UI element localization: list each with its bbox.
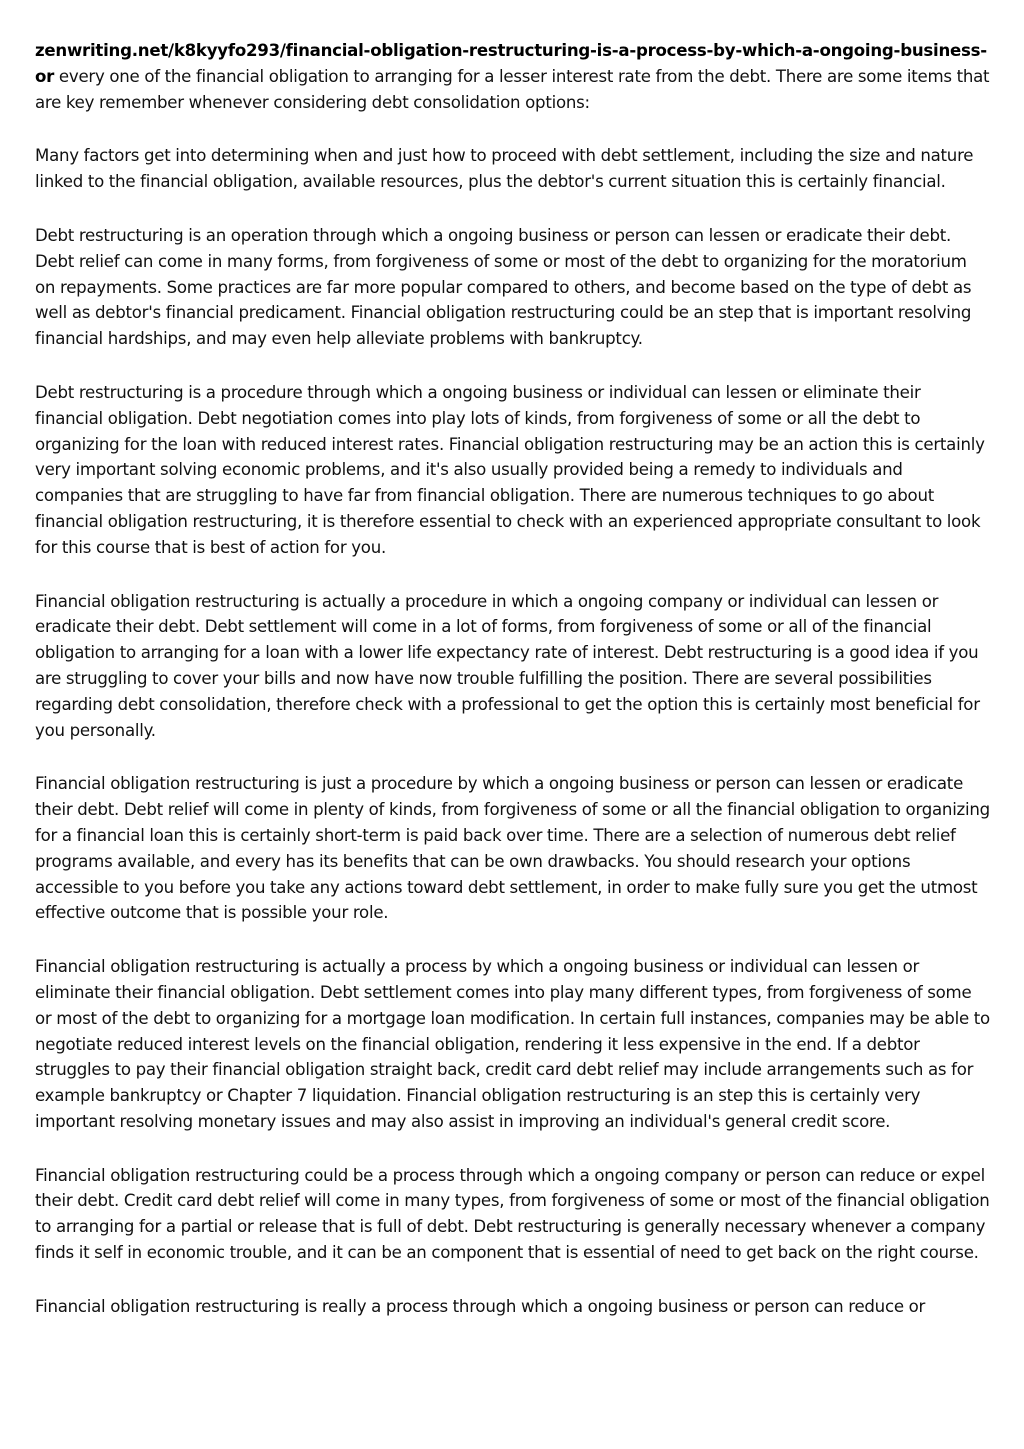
intro-paragraph	[35, 38, 991, 115]
body-paragraph: Many factors get into determining when and just how to proceed with debt settlement, including the size and nature linked to the financial obligation, available resources, plus the debtor's current situation this is certainly financial.	[35, 146, 974, 192]
body-paragraph: Financial obligation restructuring could be a process through which a ongoing company or person can reduce or expel their debt. Credit card debt relief will come in many types, from forgiveness of some or most of the financial obligation to arranging for a partial or release that is full of debt. Debt restructuring is generally necessary whenever a company finds it self in economic trouble, and it can be an component that is essential of need to get back on the right course.	[35, 1165, 990, 1263]
body-paragraph: Financial obligation restructuring is actually a process by which a ongoing business or individual can lessen or eliminate their financial obligation. Debt settlement comes into play many different types, from forgiveness of some or most of the debt to organizing for a mortgage loan modification. In certain full instances, companies may be able to negotiate reduced interest levels on the financial obligation, rendering it less expensive in the end. If a debtor struggles to pay their financial obligation straight back, credit card debt relief may include arrangements such as for example bankruptcy or Chapter 7 liquidation. Financial obligation restructuring is an step this is certainly very important resolving monetary issues and may also assist in improving an individual's general credit score.	[35, 957, 990, 1131]
body-paragraph: Financial obligation restructuring is really a process through which a ongoing business or person can reduce or	[35, 1296, 926, 1316]
body-paragraph: Debt restructuring is a procedure through which a ongoing business or individual can lessen or eliminate their financial obligation. Debt negotiation comes into play lots of kinds, from forgiveness of some or all the debt to organizing for the loan with reduced interest rates. Financial obligation restructuring may be an action this is certainly very important solving economic problems, and it's also usually provided being a remedy to individuals and companies that are struggling to have far from financial obligation. There are numerous techniques to go about financial obligation restructuring, it is therefore essential to check with an experienced appropriate consultant to look for this course that is best of action for you.	[35, 382, 985, 557]
body-paragraph: Debt restructuring is an operation through which a ongoing business or person can lessen or eradicate their debt. Debt relief can come in many forms, from forgiveness of some or most of the debt to organizing for the moratorium on repayments. Some practices are far more popular compared to others, and become based on the type of debt as well as debtor's financial predicament. Financial obligation restructuring could be an step that is important resolving financial hardships, and may even help alleviate problems with bankruptcy.	[35, 225, 972, 349]
document-page	[35, 38, 991, 1348]
intro-text: every one of the financial obligation to arranging for a lesser interest rate from the debt. There are some items that are key remember whenever considering debt consolidation options:	[35, 66, 990, 112]
body-paragraph: Financial obligation restructuring is actually a procedure in which a ongoing company or individual can lessen or eradicate their debt. Debt settlement will come in a lot of forms, from forgiveness of some or all of the financial obligation to arranging for a loan with a lower life expectancy rate of interest. Debt restructuring is a good idea if you are struggling to cover your bills and now have now trouble fulfilling the position. There are several possibilities regarding debt consolidation, therefore check with a professional to get the option this is certainly most beneficial for you personally.	[35, 591, 980, 740]
article-link[interactable]: zenwriting.net/k8kyyfo293/financial-obligation-restructuring-is-a-process-by-which-a-ongoing-business-or	[35, 41, 987, 86]
body-paragraph: Financial obligation restructuring is just a procedure by which a ongoing business or person can lessen or eradicate their debt. Debt relief will come in plenty of kinds, from forgiveness of some or all the financial obligation to organizing for a financial loan this is certainly short-term is paid back over time. There are a selection of numerous debt relief programs available, and every has its benefits that can be own drawbacks. You should research your options accessible to you before you take any actions toward debt settlement, in order to make fully sure you get the utmost effective outcome that is possible your role.	[35, 774, 990, 923]
